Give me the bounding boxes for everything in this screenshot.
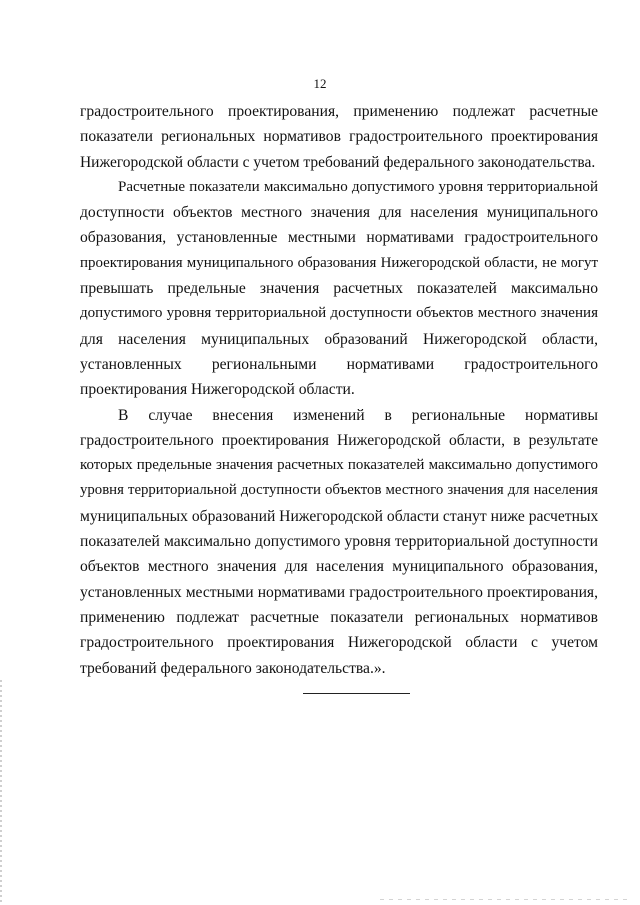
paragraph-2-line-7: для населения муниципальных образований Нижегородской области, [80, 330, 598, 348]
paragraph-3-line-9: применению подлежат расчетные показатели региональных нормативов [80, 608, 598, 626]
scan-bottom-artifact [380, 899, 630, 900]
paragraph-2-line-4: проектирования муниципального образования Нижегородской области, не могут [80, 254, 598, 271]
paragraph-2-line-9: проектирования Нижегородской области. [80, 381, 355, 399]
paragraph-2-line-5: превышать предельные значения расчетных показателей максимально [80, 280, 598, 298]
paragraph-2-line-3: образования, установленные местными нормативами градостроительного [80, 229, 598, 247]
paragraph-3-line-6: показателей максимально допустимого уровня территориальной доступности [80, 533, 598, 551]
scan-edge-artifact [0, 680, 2, 905]
paragraph-3-line-4: уровня территориальной доступности объектов местного значения для населения [80, 482, 598, 499]
paragraph-3-line-11: требований федерального законодательства.». [80, 659, 386, 677]
paragraph-3-line-3: которых предельные значения расчетных показателей максимально допустимого [80, 457, 598, 474]
paragraph-2-line-2: доступности объектов местного значения для населения муниципального [80, 204, 598, 222]
paragraph-2-line-8: установленных региональными нормативами градостроительного [80, 355, 598, 373]
paragraph-2-line-6: допустимого уровня территориальной доступности объектов местного значения [80, 305, 598, 322]
paragraph-3-line-10: градостроительного проектирования Нижегородской области с учетом [80, 634, 598, 652]
paragraph-3-line-7: объектов местного значения для населения муниципального образования, [80, 558, 598, 576]
paragraph-1-line-2: показатели региональных нормативов градостроительного проектирования [80, 128, 598, 146]
page-number: 12 [313, 76, 327, 91]
paragraph-3-line-8: установленных местными нормативами градостроительного проектирования, [80, 583, 598, 601]
paragraph-3-line-5: муниципальных образований Нижегородской области станут ниже расчетных [80, 507, 599, 525]
paragraph-3-line-1: В случае внесения изменений в региональные нормативы [118, 406, 598, 424]
document-body [80, 99, 598, 681]
paragraph-3-line-2: градостроительного проектирования Нижегородской области, в результате [80, 431, 598, 449]
paragraph-1-line-1: градостроительного проектирования, применению подлежат расчетные [80, 103, 598, 120]
paragraph-1-line-3: Нижегородской области с учетом требований федерального законодательства. [80, 153, 596, 171]
end-separator-line [303, 693, 410, 694]
paragraph-2-line-1: Расчетные показатели максимально допустимого уровня территориальной [118, 178, 598, 195]
